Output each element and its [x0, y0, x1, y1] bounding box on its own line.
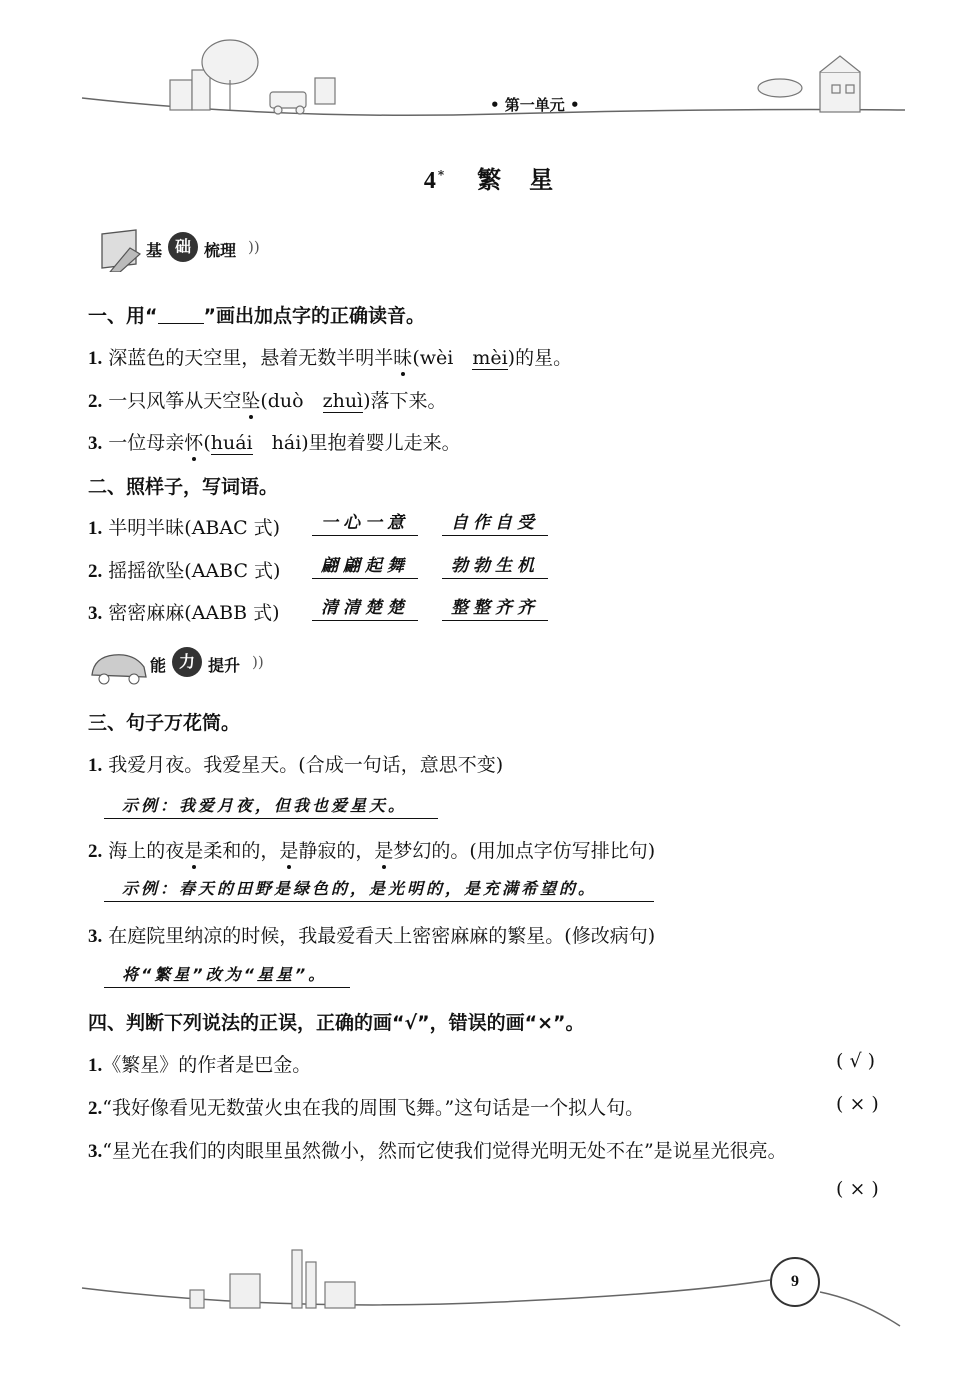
car-icon	[88, 643, 152, 687]
q2-item-1: 1. 半明半昧(ABAC 式)	[88, 517, 281, 539]
q3-item-3: 3. 在庭院里纳凉的时候，我最爱看天上密密麻麻的繁星。(修改病句)	[88, 925, 656, 947]
q2-item-2: 2. 摇摇欲坠(AABC 式)	[88, 560, 281, 582]
q1-item-3: 3. 一位母亲怀(huái hái)里抱着婴儿走来。	[88, 428, 461, 455]
q1-heading: 一、用“ ”画出加点字的正确读音。	[88, 305, 425, 327]
lesson-title	[0, 160, 979, 195]
q2-answer-3b: 整整齐齐	[442, 596, 548, 621]
q2-answer-1b: 自作自受	[442, 511, 548, 536]
q2-answer-2b: 勃勃生机	[442, 554, 548, 579]
q3-answer-2: 示例：春天的田野是绿色的，是光明的，是充满希望的。	[104, 877, 654, 902]
q1-item-1: 1. 深蓝色的天空里，悬着无数半明半昧(wèi mèi)的星。	[88, 343, 572, 370]
lesson-name: 繁 星	[477, 165, 556, 194]
q2-answer-2a: 翩翩起舞	[312, 554, 418, 579]
q4-mark-1: ( √ )	[836, 1050, 876, 1072]
underline-sample	[158, 309, 204, 324]
header-illustration	[80, 30, 910, 130]
q4-mark-2: ( × )	[836, 1093, 879, 1115]
q3-answer-3: 将“繁星”改为“星星”。	[104, 963, 350, 988]
q2-answer-1a: 一心一意	[312, 511, 418, 536]
q4-item-3: 3.“星光在我们的肉眼里虽然微小，然而它使我们觉得光明无处不在”是说星光很亮。	[88, 1140, 787, 1162]
unit-label: • 第一单元 •	[490, 96, 580, 114]
q3-heading: 三、句子万花筒。	[88, 712, 241, 734]
optional-lesson-mark: *	[437, 168, 447, 182]
section-badge-ability: 能 力 提升 ))	[88, 643, 288, 687]
q4-item-1: 1.《繁星》的作者是巴金。	[88, 1054, 312, 1076]
q4-item-2: 2.“我好像看见无数萤火虫在我的周围飞舞。”这句话是一个拟人句。	[88, 1097, 645, 1119]
q4-mark-3: ( × )	[836, 1178, 879, 1200]
q2-heading: 二、照样子，写词语。	[88, 476, 279, 498]
section-badge-basic: 基 础 梳理 ))	[96, 228, 286, 272]
lesson-number: 4	[423, 168, 438, 194]
page-number: 9	[770, 1257, 820, 1307]
q4-heading: 四、判断下列说法的正误，正确的画“√”，错误的画“×”。	[88, 1012, 585, 1034]
q2-item-3: 3. 密密麻麻(AABB 式)	[88, 602, 280, 624]
q3-item-1: 1. 我爱月夜。我爱星天。(合成一句话，意思不变)	[88, 754, 504, 776]
q3-answer-1: 示例：我爱月夜，但我也爱星天。	[104, 794, 438, 819]
q2-answer-3a: 清清楚楚	[312, 596, 418, 621]
q1-item-2: 2. 一只风筝从天空坠(duò zhuì)落下来。	[88, 386, 447, 413]
q3-item-2: 2. 海上的夜是柔和的，是静寂的，是梦幻的。(用加点字仿写排比句)	[88, 836, 655, 863]
